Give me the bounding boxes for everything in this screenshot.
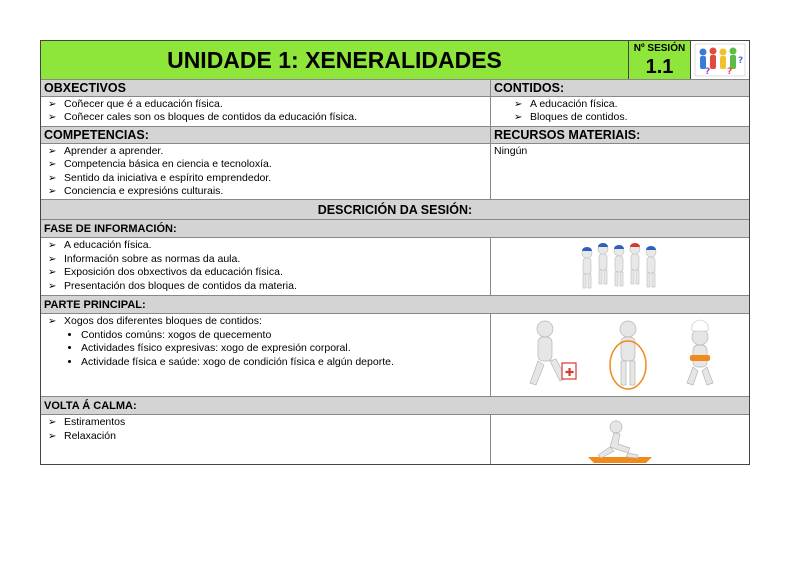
contents-list-cell	[491, 97, 749, 126]
objectives-list	[44, 98, 487, 125]
competences-heading: COMPETENCIAS:	[41, 127, 491, 143]
list-item: • Actividade física e saúde: xogo de condición física e algún deporte.	[81, 356, 487, 369]
main-part-header-row	[41, 296, 749, 314]
main-part-sublist	[44, 329, 487, 369]
competences-list-cell	[41, 144, 491, 200]
main-part-body-row	[41, 314, 749, 397]
unit-title: UNIDADE 1: XENERALIDADES	[41, 41, 629, 79]
svg-text:?: ?	[738, 56, 744, 66]
list-item: ➢ Presentación dos bloques de contidos da materia.	[64, 280, 487, 293]
list-item: ➢ Estiramentos	[64, 416, 487, 429]
list-item: ➢ Información sobre as normas da aula.	[64, 253, 487, 266]
main-part-list	[44, 315, 487, 328]
info-phase-heading: FASE DE INFORMACIÓN:	[41, 220, 749, 237]
competences-resources-body-row	[41, 144, 749, 201]
svg-text:?: ?	[727, 67, 733, 77]
competences-resources-header-row	[41, 127, 749, 144]
list-item: ➢ Relaxación	[64, 430, 487, 443]
list-item: ➢ A educación física.	[64, 239, 487, 252]
description-heading: DESCRICIÓN DA SESIÓN:	[41, 200, 749, 219]
list-item: ➢ Competencia básica en ciencia e tecnoloxía.	[64, 158, 487, 171]
list-item: ➢ Coñecer cales son os bloques de contidos da educación física.	[64, 111, 487, 124]
list-item: • Actividades físico expresivas: xogo de expresión corporal.	[81, 342, 487, 355]
svg-text:✚: ✚	[565, 366, 575, 380]
session-number: 1.1	[645, 56, 674, 78]
list-item: • Contidos comúns: xogos de quecemento	[81, 329, 487, 342]
cool-down-heading: VOLTA Á CALMA:	[41, 397, 749, 414]
group-people-illustration	[491, 238, 749, 295]
session-label: Nº SESIÓN	[633, 43, 686, 54]
list-item: ➢ Sentido da iniciativa e espírito emprendedor.	[64, 172, 487, 185]
contents-list	[494, 98, 746, 125]
info-phase-list	[44, 239, 487, 293]
session-sheet	[40, 40, 750, 465]
objectives-contents-header-row	[41, 80, 749, 97]
description-header-row	[41, 200, 749, 220]
list-item: ➢ Aprender a aprender.	[64, 145, 487, 158]
list-item: ➢ Coñecer que é a educación física.	[64, 98, 487, 111]
info-phase-header-row	[41, 220, 749, 238]
people-question-icon	[691, 41, 749, 79]
stretching-figure-illustration	[491, 415, 749, 464]
contents-heading: CONTIDOS:	[491, 80, 749, 96]
cool-down-list	[44, 416, 487, 443]
main-part-list-cell	[41, 314, 491, 396]
cool-down-list-cell	[41, 415, 491, 464]
list-item: ➢ Conciencia e expresións culturais.	[64, 185, 487, 198]
svg-text:?: ?	[705, 67, 711, 77]
objectives-list-cell	[41, 97, 491, 126]
info-phase-list-cell	[41, 238, 491, 295]
cool-down-header-row	[41, 397, 749, 415]
competences-list	[44, 145, 487, 199]
session-box	[629, 41, 691, 79]
list-item: ➢ Exposición dos obxectivos da educación física.	[64, 266, 487, 279]
objectives-heading: OBXECTIVOS	[41, 80, 491, 96]
list-item: ➢ Xogos dos diferentes bloques de contidos:	[64, 315, 487, 328]
title-row	[41, 41, 749, 80]
info-phase-body-row	[41, 238, 749, 296]
list-item: ➢ A educación física.	[530, 98, 746, 111]
cool-down-body-row	[41, 415, 749, 464]
list-item: ➢ Bloques de contidos.	[530, 111, 746, 124]
objectives-contents-body-row	[41, 97, 749, 127]
main-part-heading: PARTE PRINCIPAL:	[41, 296, 749, 313]
resources-text: Ningún	[494, 144, 528, 157]
resources-heading: RECURSOS MATERIAIS:	[491, 127, 749, 143]
exercise-figures-illustration	[491, 314, 749, 396]
